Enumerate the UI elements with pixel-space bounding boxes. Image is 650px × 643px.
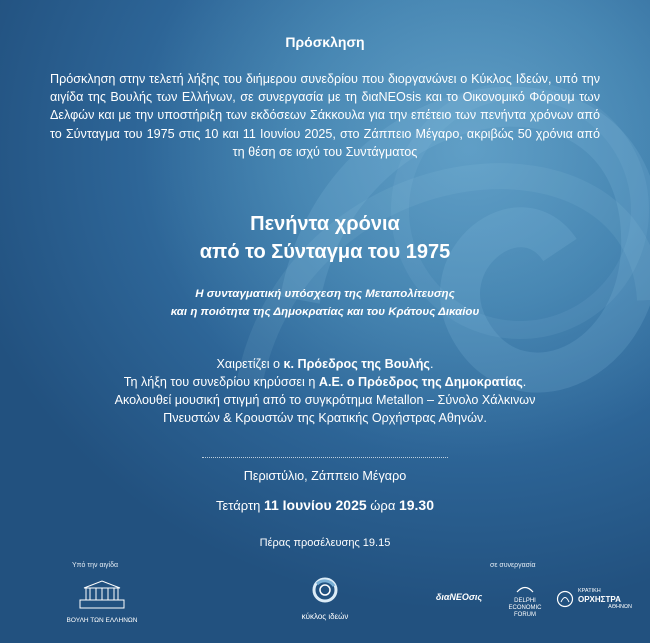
orchestra-line-3: ΑΘΗΝΩΝ xyxy=(608,604,632,610)
event-subtitle-line-2: και η ποιότητα της Δημοκρατίας και του Κράτους Δικαίου xyxy=(170,306,480,318)
parliament-building-icon xyxy=(62,578,142,612)
program-text xyxy=(0,355,650,427)
program-line-4: Πνευστών & Κρουστών της Κρατικής Ορχήστρας Αθηνών. xyxy=(163,411,487,425)
dotted-divider xyxy=(202,457,448,458)
dianeosis-logo xyxy=(428,592,490,602)
event-time: 19.30 xyxy=(398,497,435,513)
program-line-2: Τη λήξη του συνεδρίου κηρύσσει η Α.Ε. ο Πρόεδρος της Δημοκρατίας. xyxy=(123,375,527,389)
organizer-logo xyxy=(295,575,355,621)
orchestra-line-1: ΚΡΑΤΙΚΗ xyxy=(578,588,601,594)
delphi-forum-logo xyxy=(500,580,550,619)
orchestra-line-2: ΟΡΧΗΣΤΡΑ xyxy=(578,595,621,604)
parliament-logo xyxy=(62,578,142,624)
speaker-president-republic: Α.Ε. ο Πρόεδρος της Δημοκρατίας xyxy=(318,375,523,389)
delphi-arch-icon xyxy=(500,583,550,593)
event-title-line-2: από το Σύνταγμα του 1975 xyxy=(199,241,451,263)
event-day: 11 Ιουνίου 2025 xyxy=(263,497,367,513)
event-date: Τετάρτη 11 Ιουνίου 2025 ώρα 19.30 xyxy=(215,497,435,513)
organizer-name: κύκλος ιδεών xyxy=(301,612,349,621)
event-subtitle xyxy=(0,285,650,321)
under-aegis-label: Υπό την αιγίδα xyxy=(72,562,119,569)
program-line-3: Ακολουθεί μουσική στιγμή από το συγκρότημα Metallon – Σύνολο Χάλκινων xyxy=(114,393,536,407)
event-subtitle-line-1: Η συνταγματική υπόσχεση της Μεταπολίτευσης xyxy=(195,288,455,300)
circle-swirl-icon xyxy=(295,575,355,607)
arrival-deadline: Πέρας προσέλευσης 19.15 xyxy=(259,537,391,549)
speaker-parliament-president: κ. Πρόεδρος της Βουλής xyxy=(283,357,430,371)
parliament-name: ΒΟΥΛΗ ΤΩΝ ΕΛΛΗΝΩΝ xyxy=(66,617,138,624)
intro-paragraph: Πρόσκληση στην τελετή λήξης του διήμερου συνεδρίου που διοργανώνει ο Κύκλος Ιδεών, υπό την αιγίδα της Βουλής των Ελλήνων, σε συνεργασία με τη διαNEOsis και το Οικονομικό Φόρουμ των Δελφών και με την υποστήριξη των εκδόσεων Σάκκουλα για την επέτειο των πενήντα χρόνων από το Σύνταγμα του 1975 στις 10 και 11 Ιουνίου 2025, στο Ζάππειο Μέγαρο, ακριβώς 50 χρόνια από τη θέση σε ισχύ του Συντάγματος xyxy=(50,72,600,159)
delphi-line-1: DELPHI xyxy=(514,598,536,604)
invitation-heading: Πρόσκληση xyxy=(285,34,365,50)
program-line-1: Χαιρετίζει ο κ. Πρόεδρος της Βουλής. xyxy=(216,357,434,371)
delphi-line-2: ECONOMIC xyxy=(508,605,542,611)
dianeosis-name: διαNEOσις xyxy=(435,592,483,602)
venue-text: Περιστύλιο, Ζάππειο Μέγαρο xyxy=(243,469,407,483)
delphi-line-3: FORUM xyxy=(514,612,536,618)
event-title-line-1: Πενήντα χρόνια xyxy=(250,213,400,235)
event-title xyxy=(0,210,650,266)
cooperation-label: σε συνεργασία xyxy=(490,562,536,569)
orchestra-emblem-icon xyxy=(556,590,574,608)
